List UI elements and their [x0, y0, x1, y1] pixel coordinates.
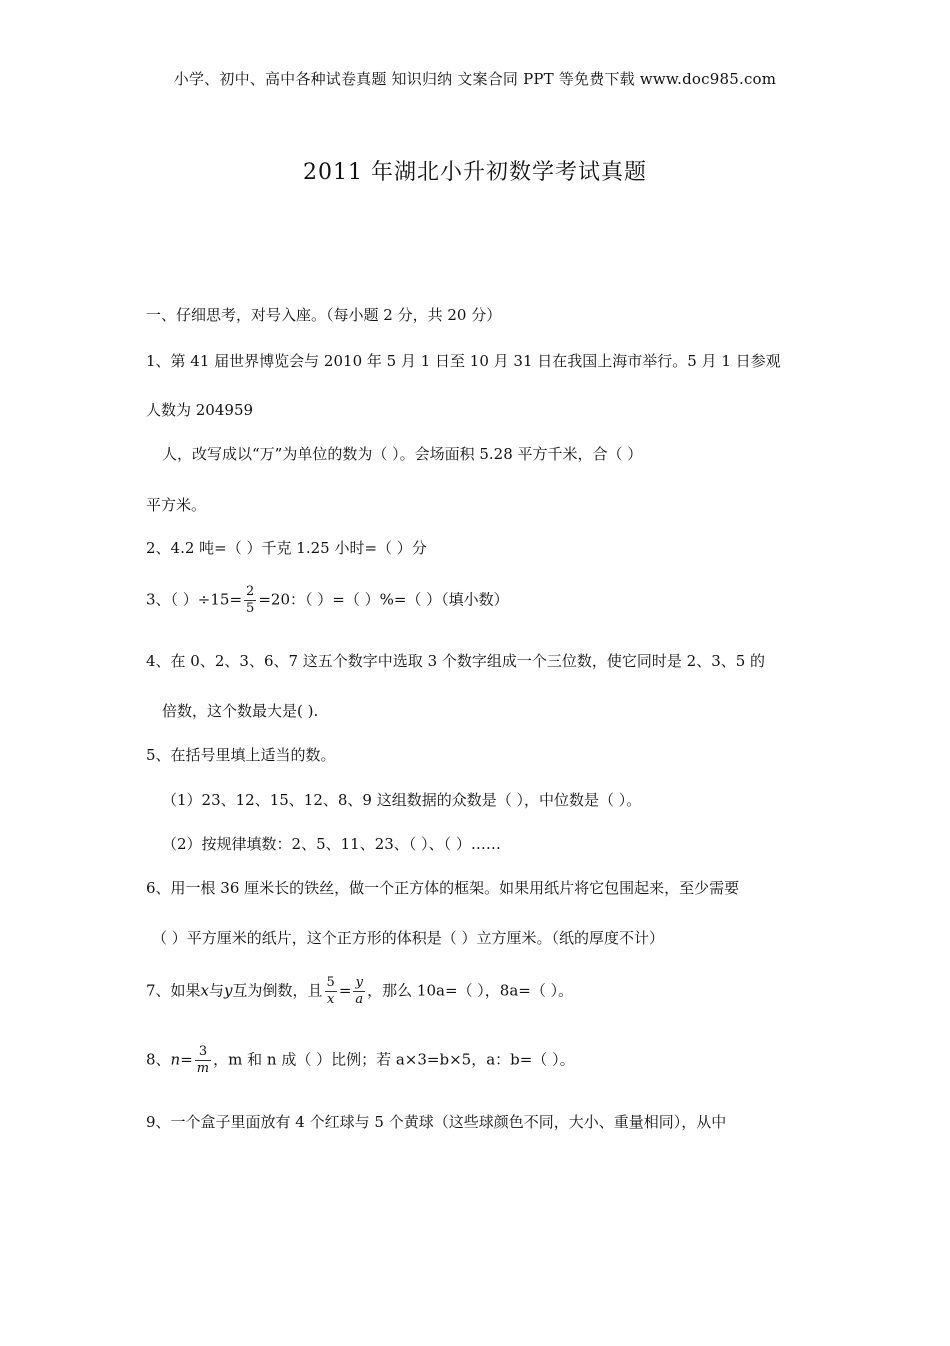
variable-x: x — [200, 981, 210, 1000]
question-1-line-2: 人数为 204959 — [146, 401, 254, 419]
fraction-three-over-m — [195, 1044, 211, 1077]
question-1-line-1: 1、第 41 届世界博览会与 2010 年 5 月 1 日至 10 月 31 日在我国上海市举行。5 月 1 日参观 — [146, 352, 781, 370]
question-8-suffix: ，m 和 n 成（ ）比例；若 a×3=b×5，a：b=（ ）。 — [213, 1050, 575, 1069]
question-8-prefix: 8、 — [146, 1050, 171, 1069]
fraction-five-over-x — [325, 975, 337, 1008]
question-9: 9、一个盒子里面放有 4 个红球与 5 个黄球（这些球颜色不同，大小、重量相同），从中 — [146, 1113, 727, 1131]
fraction-denominator: m — [196, 1061, 210, 1076]
page-title: 2011 年湖北小升初数学考试真题 — [303, 160, 647, 185]
fraction-denominator: a — [355, 992, 364, 1007]
question-4-line-1: 4、在 0、2、3、6、7 这五个数字中选取 3 个数字组成一个三位数，使它同时是 2、3、5 的 — [146, 652, 766, 670]
fraction-two-fifths — [244, 584, 256, 617]
page-header: 小学、初中、高中各种试卷真题 知识归纳 文案合同 PPT 等免费下载 www.doc985.com — [173, 70, 777, 88]
fraction-denominator: x — [327, 992, 335, 1007]
variable-y: y — [224, 981, 233, 1000]
section-heading: 一、仔细思考，对号入座。（每小题 2 分，共 20 分） — [146, 306, 502, 324]
question-3 — [146, 584, 509, 617]
question-1-line-3: 人，改写成以“万”为单位的数为（ ）。会场面积 5.28 平方千米，合（ ） — [162, 445, 643, 463]
question-5: 5、在括号里填上适当的数。 — [146, 746, 336, 764]
equals-sign: = — [180, 1050, 193, 1069]
question-2: 2、4.2 吨=（ ）千克 1.25 小时=（ ）分 — [146, 539, 427, 557]
fraction-denominator: 5 — [246, 601, 255, 616]
question-1-line-4: 平方米。 — [146, 496, 207, 514]
question-4-line-2: 倍数，这个数最大是( ). — [162, 702, 319, 720]
question-3-suffix: =20：（ ）=（ ）%=（ ）（填小数） — [258, 590, 509, 609]
question-8 — [146, 1044, 575, 1077]
fraction-numerator: 3 — [195, 1044, 211, 1061]
question-6-line-1: 6、用一根 36 厘米长的铁丝，做一个正方体的框架。如果用纸片将它包围起来，至少需要 — [146, 879, 740, 897]
question-7-and: 与 — [209, 981, 225, 1000]
question-7-suffix: ，那么 10a=（ ），8a=（ ）。 — [367, 981, 574, 1000]
question-3-prefix: 3、（ ）÷15= — [146, 590, 243, 609]
fraction-numerator: 2 — [246, 584, 255, 599]
question-7-middle: 互为倒数，且 — [232, 981, 323, 1000]
question-5-part-1: （1）23、12、15、12、8、9 这组数据的众数是（ ），中位数是（ ）。 — [162, 791, 642, 809]
variable-n: n — [170, 1050, 181, 1069]
question-7 — [146, 975, 573, 1008]
question-6-line-2: （ ）平方厘米的纸片，这个正方形的体积是（ ）立方厘米。（纸的厚度不计） — [152, 929, 665, 947]
fraction-numerator: 5 — [326, 975, 335, 990]
equals-sign: = — [338, 981, 352, 1000]
question-5-part-2: （2）按规律填数：2、5、11、23、（ ）、（ ）…… — [162, 835, 501, 853]
question-7-prefix: 7、如果 — [146, 981, 201, 1000]
fraction-numerator: y — [353, 975, 365, 992]
fraction-y-over-a — [353, 975, 365, 1008]
